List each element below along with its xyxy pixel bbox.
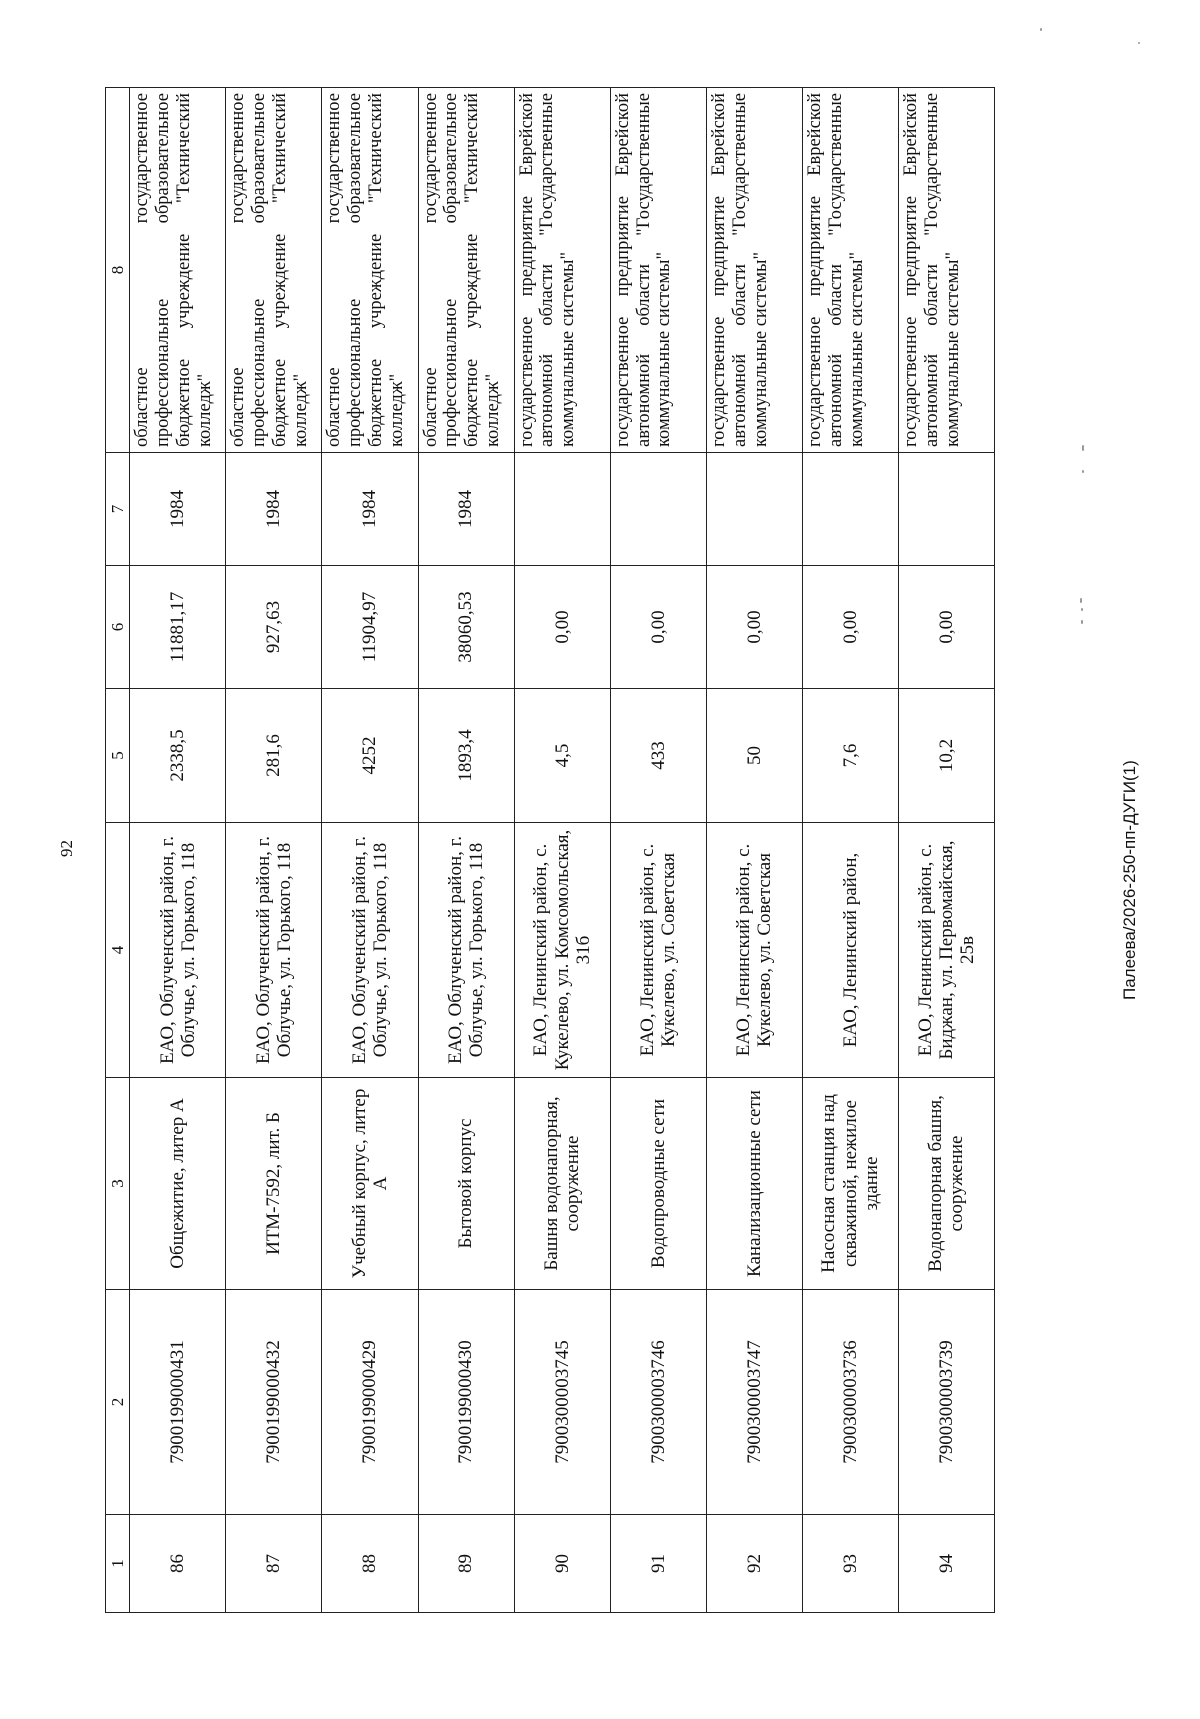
object-value: 0,00 xyxy=(706,566,802,689)
object-value: 0,00 xyxy=(514,566,610,689)
object-address: ЕАО, Ленинский район, с. Кукелево, ул. Советская xyxy=(706,823,802,1078)
cadastral-code: 7900300003739 xyxy=(898,1290,994,1515)
object-value: 11881,17 xyxy=(130,566,226,689)
row-number: 86 xyxy=(130,1515,226,1613)
row-number: 93 xyxy=(802,1515,898,1613)
object-name: Насосная станция над скважиной, нежилое здание xyxy=(802,1078,898,1290)
scan-speck xyxy=(1040,28,1042,31)
object-area: 281,6 xyxy=(226,689,322,823)
column-header: 6 xyxy=(106,566,130,689)
object-address: ЕАО, Ленинский район, с. Кукелево, ул. Советская xyxy=(610,823,706,1078)
object-area: 4,5 xyxy=(514,689,610,823)
holder-organization: государственное предприятие Еврейской автономной области "Государственные коммунальные системы" xyxy=(514,88,610,453)
scan-speck xyxy=(1082,470,1084,473)
row-number: 88 xyxy=(322,1515,418,1613)
column-header: 5 xyxy=(106,689,130,823)
table-row xyxy=(514,88,610,1613)
object-name: Общежитие, литер А xyxy=(130,1078,226,1290)
scan-speck xyxy=(1080,598,1082,603)
object-address: ЕАО, Ленинский район, xyxy=(802,823,898,1078)
page-number: 92 xyxy=(57,840,76,857)
object-name: Канализационные сети xyxy=(706,1078,802,1290)
row-number: 91 xyxy=(610,1515,706,1613)
column-header: 1 xyxy=(106,1515,130,1613)
object-area: 4252 xyxy=(322,689,418,823)
cadastral-code: 7900199000432 xyxy=(226,1290,322,1515)
scan-speck xyxy=(1081,620,1083,624)
holder-organization: областное государственное профессиональное образовательное бюджетное учреждение "Технический колледж" xyxy=(130,88,226,453)
year-built xyxy=(706,453,802,566)
cadastral-code: 7900300003745 xyxy=(514,1290,610,1515)
object-value: 927,63 xyxy=(226,566,322,689)
object-address: ЕАО, Ленинский район, с. Кукелево, ул. Комсомольская, 31б xyxy=(514,823,610,1078)
object-area: 50 xyxy=(706,689,802,823)
year-built xyxy=(514,453,610,566)
table-row xyxy=(802,88,898,1613)
row-number: 92 xyxy=(706,1515,802,1613)
object-value: 38060,53 xyxy=(418,566,514,689)
object-area: 433 xyxy=(610,689,706,823)
object-address: ЕАО, Ленинский район, с. Биджан, ул. Первомайская, 25в xyxy=(898,823,994,1078)
object-address: ЕАО, Облученский район, г. Облучье, ул. Горького, 118 xyxy=(418,823,514,1078)
object-value: 0,00 xyxy=(802,566,898,689)
object-name: Башня водонапорная, сооружение xyxy=(514,1078,610,1290)
column-header: 4 xyxy=(106,823,130,1078)
object-area: 7,6 xyxy=(802,689,898,823)
object-value: 0,00 xyxy=(898,566,994,689)
table-row xyxy=(130,88,226,1613)
column-header: 7 xyxy=(106,453,130,566)
object-value: 11904,97 xyxy=(322,566,418,689)
table-row xyxy=(706,88,802,1613)
year-built: 1984 xyxy=(226,453,322,566)
column-header: 2 xyxy=(106,1290,130,1515)
object-name: ИТМ-7592, лит. Б xyxy=(226,1078,322,1290)
document-reference: Палеева/2026-250-пп-ДУГИ(1) xyxy=(1120,760,1139,1000)
property-register-table xyxy=(105,88,995,1613)
year-built: 1984 xyxy=(322,453,418,566)
cadastral-code: 7900199000429 xyxy=(322,1290,418,1515)
register-table xyxy=(105,87,995,1613)
scan-speck xyxy=(1081,608,1083,611)
object-area: 1893,4 xyxy=(418,689,514,823)
object-address: ЕАО, Облученский район, г. Облучье, ул. Горького, 118 xyxy=(226,823,322,1078)
object-area: 2338,5 xyxy=(130,689,226,823)
holder-organization: областное государственное профессиональное образовательное бюджетное учреждение "Технический колледж" xyxy=(322,88,418,453)
cadastral-code: 7900199000431 xyxy=(130,1290,226,1515)
column-number-row xyxy=(106,88,130,1613)
object-address: ЕАО, Облученский район, г. Облучье, ул. Горького, 118 xyxy=(130,823,226,1078)
object-name: Водонапорная башня, сооружение xyxy=(898,1078,994,1290)
row-number: 89 xyxy=(418,1515,514,1613)
year-built xyxy=(610,453,706,566)
holder-organization: областное государственное профессиональное образовательное бюджетное учреждение "Технический колледж" xyxy=(226,88,322,453)
object-area: 10,2 xyxy=(898,689,994,823)
holder-organization: государственное предприятие Еврейской автономной области "Государственные коммунальные системы" xyxy=(802,88,898,453)
object-name: Бытовой корпус xyxy=(418,1078,514,1290)
table-row xyxy=(322,88,418,1613)
holder-organization: областное государственное профессиональное образовательное бюджетное учреждение "Технический колледж" xyxy=(418,88,514,453)
holder-organization: государственное предприятие Еврейской автономной области "Государственные коммунальные системы" xyxy=(898,88,994,453)
cadastral-code: 7900300003747 xyxy=(706,1290,802,1515)
cadastral-code: 7900199000430 xyxy=(418,1290,514,1515)
object-address: ЕАО, Облученский район, г. Облучье, ул. Горького, 118 xyxy=(322,823,418,1078)
cadastral-code: 7900300003746 xyxy=(610,1290,706,1515)
holder-organization: государственное предприятие Еврейской автономной области "Государственные коммунальные системы" xyxy=(610,88,706,453)
column-header: 8 xyxy=(106,88,130,453)
cadastral-code: 7900300003736 xyxy=(802,1290,898,1515)
year-built: 1984 xyxy=(418,453,514,566)
object-value: 0,00 xyxy=(610,566,706,689)
year-built: 1984 xyxy=(130,453,226,566)
table-row xyxy=(898,88,994,1613)
row-number: 94 xyxy=(898,1515,994,1613)
column-header: 3 xyxy=(106,1078,130,1290)
object-name: Водопроводные сети xyxy=(610,1078,706,1290)
row-number: 90 xyxy=(514,1515,610,1613)
table-row xyxy=(418,88,514,1613)
holder-organization: государственное предприятие Еврейской автономной области "Государственные коммунальные системы" xyxy=(706,88,802,453)
year-built xyxy=(802,453,898,566)
scan-speck xyxy=(1082,445,1084,451)
table-row xyxy=(226,88,322,1613)
table-row xyxy=(610,88,706,1613)
year-built xyxy=(898,453,994,566)
row-number: 87 xyxy=(226,1515,322,1613)
object-name: Учебный корпус, литер А xyxy=(322,1078,418,1290)
scan-speck xyxy=(1138,42,1140,44)
